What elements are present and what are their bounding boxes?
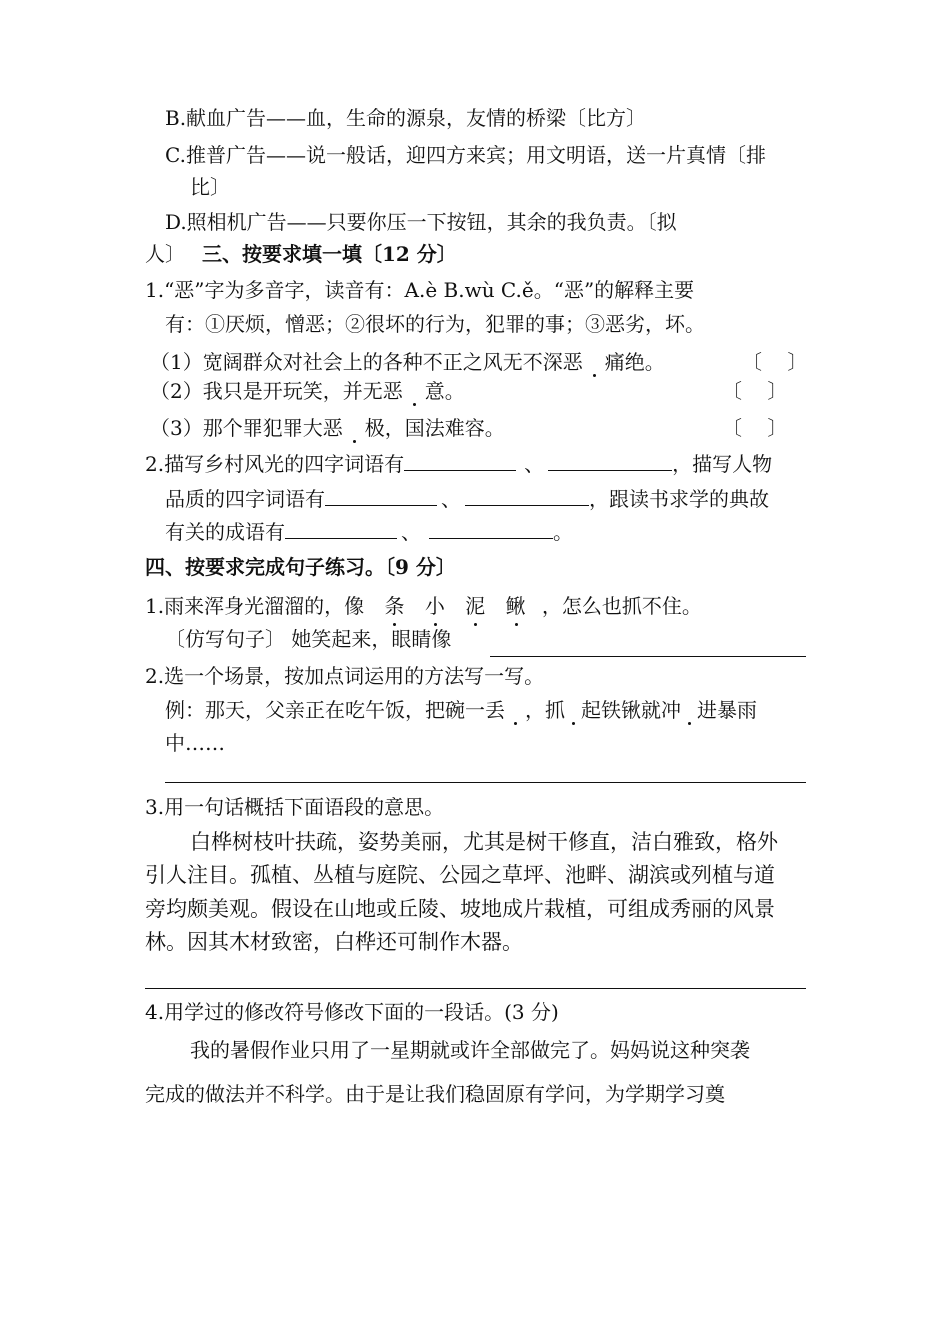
q1-sub1-answer[interactable]: 〔 〕 — [742, 350, 808, 374]
q1-sub2-answer[interactable]: 〔 〕 — [722, 379, 788, 403]
option-b: B.献血广告——血，生命的源泉，友情的桥梁〔比方〕 — [165, 106, 647, 130]
answer-blank[interactable] — [404, 452, 516, 471]
q1-sub3-answer[interactable]: 〔 〕 — [722, 416, 788, 440]
p3-line: 3.用一句话概括下面语段的意思。 — [145, 795, 445, 819]
p3-answer-line[interactable] — [145, 988, 806, 989]
p4-line: 4.用学过的修改符号修改下面的一段话。(3 分) — [145, 1000, 559, 1024]
p4-text2: 完成的做法并不科学。由于是让我们稳固原有学问，为学期学习奠 — [145, 1082, 725, 1106]
option-d: D.照相机广告——只要你压一下按钮，其余的我负责。〔拟 — [165, 210, 677, 234]
p3-para3: 旁均颇美观。假设在山地或丘陵、坡地成片栽植，可组成秀丽的风景 — [145, 897, 775, 921]
option-c-line1: C.推普广告——说一般话，迎四方来宾；用文明语，送一片真情〔排 — [165, 143, 766, 167]
option-d-line2: 人〕 — [145, 242, 185, 266]
p1-answer-line[interactable] — [490, 656, 806, 657]
answer-blank[interactable] — [325, 487, 437, 506]
answer-blank[interactable] — [465, 487, 589, 506]
p3-para2: 引人注目。孤植、丛植与庭院、公园之草坪、池畔、湖滨或列植与道 — [145, 863, 775, 887]
answer-blank[interactable] — [285, 520, 397, 539]
q1-sub2: （2）我只是开玩笑，并无恶 意。 — [150, 379, 465, 403]
p4-text1: 我的暑假作业只用了一星期就或许全部做完了。妈妈说这种突袭 — [190, 1038, 750, 1062]
q2-line2: 品质的四字词语有 、 ，跟读书求学的典故 — [165, 487, 769, 511]
q1-line2: 有：①厌烦，憎恶；②很坏的行为，犯罪的事；③恶劣，坏。 — [165, 312, 705, 336]
answer-blank[interactable] — [548, 452, 672, 471]
p3-para1: 白桦树枝叶扶疏，姿势美丽，尤其是树干修直，洁白雅致，格外 — [190, 830, 778, 854]
answer-blank[interactable] — [429, 520, 553, 539]
q1-line1: 1.“恶”字为多音字，读音有：A.è B.wù C.ě。“恶”的解释主要 — [145, 278, 695, 302]
q1-sub1: （1）宽阔群众对社会上的各种不正之风无不深恶 痛绝。 — [150, 350, 665, 374]
p2-line1: 2.选一个场景，按加点词运用的方法写一写。 — [145, 664, 545, 688]
q2-line3: 有关的成语有 、 。 — [165, 520, 573, 544]
option-c-line2: 比〕 — [190, 175, 230, 199]
p1-line2: 〔仿写句子〕 她笑起来，眼睛像 — [165, 627, 452, 651]
p3-para4: 林。因其木材致密，白桦还可制作木器。 — [145, 930, 523, 954]
p2-answer-line[interactable] — [165, 782, 806, 783]
p2-example: 例：那天，父亲正在吃午饭，把碗一丢 ，抓 起铁锹就冲 进暴雨 — [165, 698, 757, 722]
section-3-heading: 三、按要求填一填〔12 分〕 — [202, 242, 457, 266]
section-4-heading: 四、按要求完成句子练习。〔9 分〕 — [145, 555, 456, 579]
p2-example-line2: 中…… — [165, 731, 225, 755]
q1-sub3: （3）那个罪犯罪大恶 极，国法难容。 — [150, 416, 505, 440]
q2-line1: 2.描写乡村风光的四字词语有 、 ，描写人物 — [145, 452, 773, 476]
p1-line1: 1.雨来浑身光溜溜的，像 条 小 泥 鳅 ，怎么也抓不住。 — [145, 594, 702, 618]
